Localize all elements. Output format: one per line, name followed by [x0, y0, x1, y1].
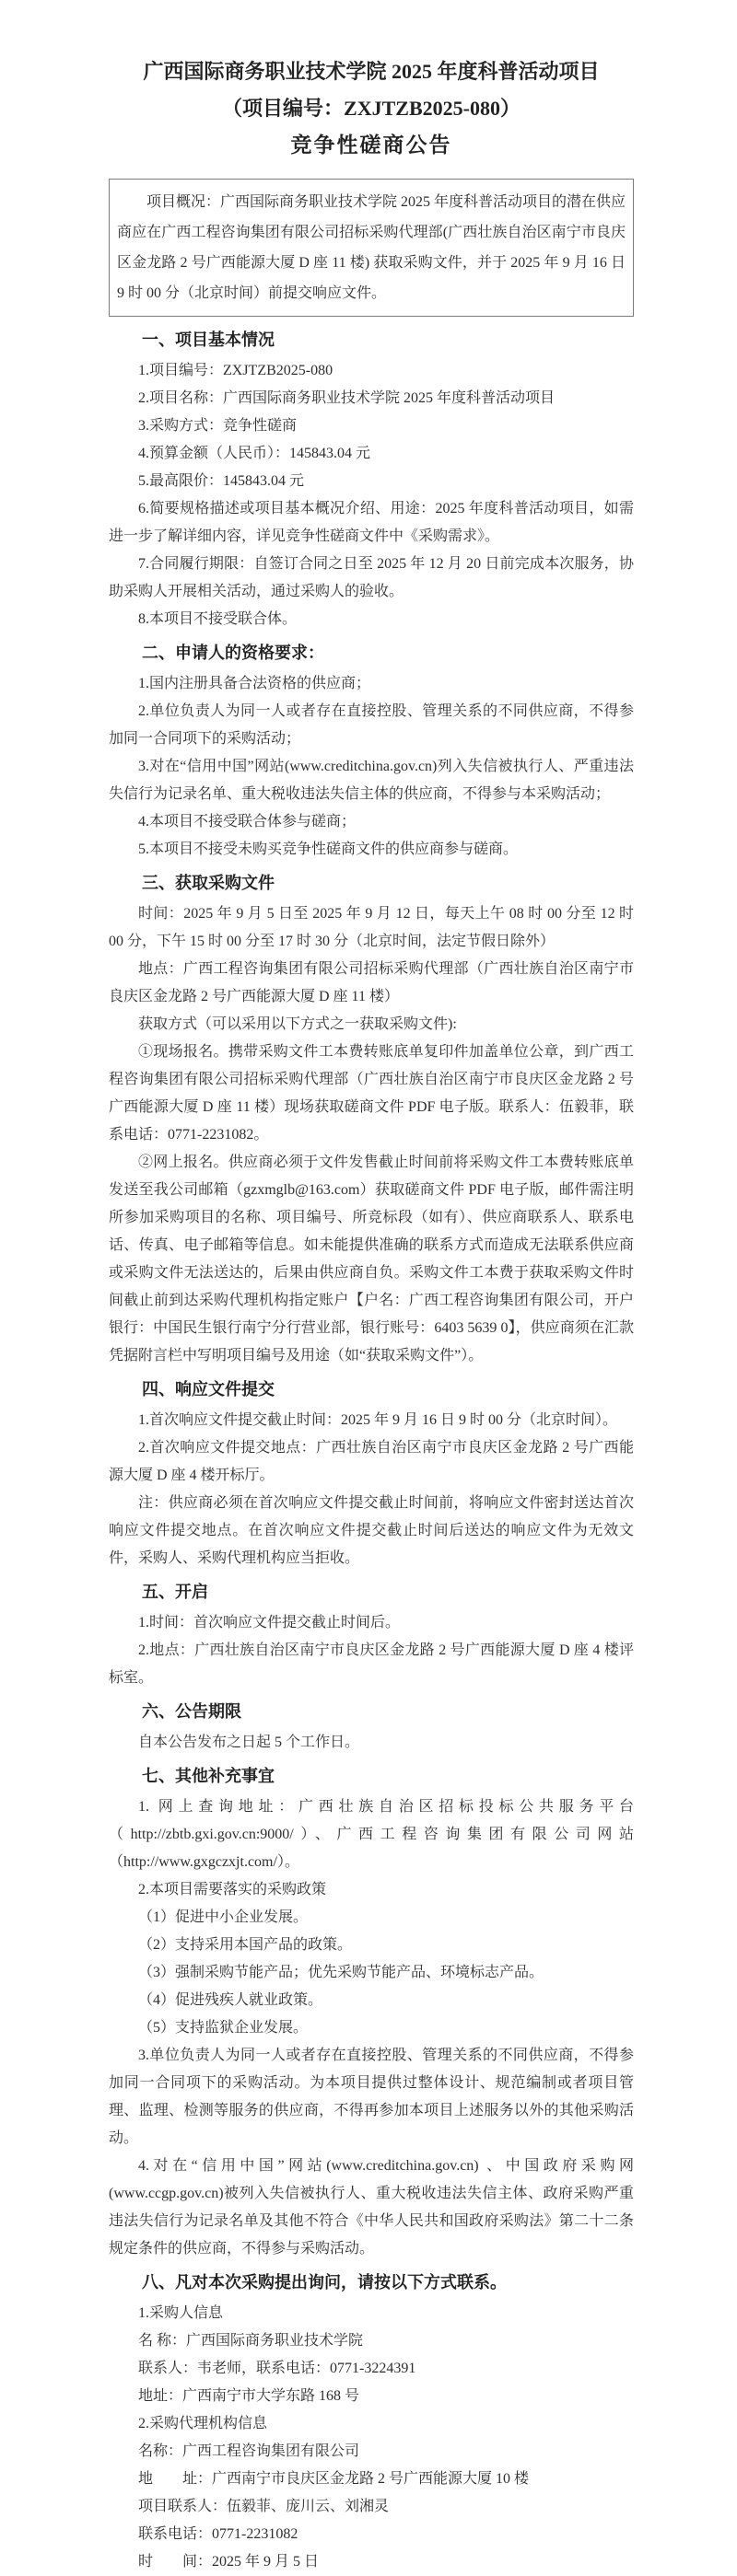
paragraph: 名 称：广西国际商务职业技术学院 — [138, 2333, 364, 2349]
paragraph: 5.本项目不接受未购买竞争性磋商文件的供应商参与磋商。 — [138, 841, 519, 857]
document-title-line-3: 竞争性磋商公告 — [290, 133, 452, 157]
section-heading: 二、申请人的资格要求： — [142, 644, 324, 662]
document-title-line-1: 广西国际商务职业技术学院 2025 年度科普活动项目 — [143, 60, 600, 83]
paragraph: 联系人：韦老师，联系电话：0771-3224391 — [138, 2361, 416, 2376]
paragraph: 地 址：广西南宁市良庆区金龙路 2 号广西能源大厦 10 楼 — [138, 2471, 530, 2487]
document-body — [109, 326, 634, 2576]
paragraph: 地点：广西工程咨询集团有限公司招标采购代理部（广西壮族自治区南宁市良庆区金龙路 2 号广西能源大厦 D 座 11 楼） — [109, 961, 634, 1004]
paragraph: 7.合同履行期限：自签订合同之日至 2025 年 12 月 20 日前完成本次服务，协助采购人开展相关活动，通过采购人的验收。 — [109, 556, 634, 599]
paragraph: 4.对在“信用中国”网站(www.creditchina.gov.cn) 、中国政府采购网(www.ccgp.gov.cn)被列入失信被执行人、重大税收违法失信主体、政府采购严重违法失信行为记录名单及其他不符合《中华人民共和国政府采购法》第二十二条规定条件的供应商，不得参与采购活动。 — [109, 2158, 634, 2257]
section-heading: 一、项目基本情况 — [142, 331, 275, 349]
section-heading: 四、响应文件提交 — [142, 1380, 275, 1398]
paragraph: 3.采购方式：竞争性磋商 — [138, 418, 298, 434]
paragraph: （2）支持采用本国产品的政策。 — [138, 1937, 353, 1953]
section-heading: 七、其他补充事宜 — [142, 1767, 275, 1785]
paragraph: 时 间：2025 年 9 月 5 日 — [138, 2554, 320, 2570]
project-overview-box — [109, 179, 634, 317]
paragraph: 联系电话：0771-2231082 — [138, 2526, 298, 2542]
title-block — [109, 53, 634, 164]
paragraph: 地址：广西南宁市大学东路 168 号 — [138, 2388, 360, 2404]
paragraph: 自本公告发布之日起 5 个工作日。 — [138, 1735, 360, 1750]
paragraph: 6.简要规格描述或项目基本概况介绍、用途：2025 年度科普活动项目，如需进一步了解详细内容，详见竞争性磋商文件中《采购需求》。 — [109, 501, 634, 544]
paragraph: 2.首次响应文件提交地点：广西壮族自治区南宁市良庆区金龙路 2 号广西能源大厦 D 座 4 楼开标厅。 — [109, 1440, 634, 1483]
paragraph: 1.首次响应文件提交截止时间：2025 年 9 月 16 日 9 时 00 分（北京时间）。 — [138, 1412, 618, 1428]
paragraph: ①现场报名。携带采购文件工本费转账底单复印件加盖单位公章，到广西工程咨询集团有限公司招标采购代理部（广西壮族自治区南宁市良庆区金龙路 2 号广西能源大厦 D 座 11 楼）现场获取磋商文件 PDF 电子版。联系人：伍毅菲，联系电话：0771-2231082。 — [109, 1044, 634, 1143]
paragraph: （5）支持监狱企业发展。 — [138, 2020, 309, 2036]
paragraph: 3.单位负责人为同一人或者存在直接控股、管理关系的不同供应商，不得参加同一合同项下的采购活动。为本项目提供过整体设计、规范编制或者项目管理、监理、检测等服务的供应商，不得再参加本项目上述服务以外的其他采购活动。 — [109, 2048, 634, 2146]
paragraph: 4.本项目不接受联合体参与磋商； — [138, 814, 357, 830]
paragraph: 注：供应商必须在首次响应文件提交截止时间前，将响应文件密封送达首次响应文件提交地点。在首次响应文件提交截止时间后送达的响应文件为无效文件，采购人、采购代理机构应当拒收。 — [109, 1495, 634, 1566]
paragraph: 5.最高限价：145843.04 元 — [138, 473, 305, 489]
paragraph: 1.时间：首次响应文件提交截止时间后。 — [138, 1615, 401, 1630]
paragraph: （1）促进中小企业发展。 — [138, 1909, 309, 1925]
document-title-line-2: （项目编号：ZXJTZB2025-080） — [222, 97, 521, 120]
paragraph: 3.对在“信用中国”网站(www.creditchina.gov.cn)列入失信被执行人、严重违法失信行为记录名单、重大税收违法失信主体的供应商，不得参与本采购活动； — [109, 759, 634, 802]
paragraph: 2.采购代理机构信息 — [138, 2416, 268, 2431]
paragraph: 2.本项目需要落实的采购政策 — [138, 1882, 327, 1897]
paragraph: ②网上报名。供应商必须于文件发售截止时间前将采购文件工本费转账底单发送至我公司邮箱（gzxmglb@163.com）获取磋商文件 PDF 电子版，邮件需注明所参加采购项目的名称、项目编号、所竞标段（如有）、供应商联系人、联系电话、传真、电子邮箱等信息。如未能提供准确的联系方式而造成无法联系供应商或采购文件无法送达的，后果由供应商自负。采购文件工本费于获取采购文件时间截止前到达采购代理机构指定账户【户名：广西工程咨询集团有限公司，开户银行：中国民生银行南宁分行营业部，银行账号：6403 5639 0】，供应商须在汇款凭据附言栏中写明项目编号及用途（如“获取采购文件”）。 — [109, 1155, 634, 1363]
paragraph: 2.项目名称：广西国际商务职业技术学院 2025 年度科普活动项目 — [138, 390, 556, 406]
section-heading: 三、获取采购文件 — [142, 874, 275, 892]
paragraph: 4.预算金额（人民币）：145843.04 元 — [138, 446, 371, 461]
paragraph: 8.本项目不接受联合体。 — [138, 611, 298, 627]
paragraph: 名称：广西工程咨询集团有限公司 — [138, 2443, 360, 2459]
paragraph: 2.单位负责人为同一人或者存在直接控股、管理关系的不同供应商，不得参加同一合同项下的采购活动； — [109, 703, 634, 747]
paragraph: 项目联系人：伍毅菲、庞川云、刘湘灵 — [138, 2499, 390, 2514]
paragraph: 1. 网上查询地址：广西壮族自治区招标投标公共服务平台（http://zbtb.gxi.gov.cn:9000/）、广西工程咨询集团有限公司网站（http://www.gxgczxjt.com/）。 — [109, 1799, 634, 1870]
paragraph: 2.地点：广西壮族自治区南宁市良庆区金龙路 2 号广西能源大厦 D 座 4 楼评标室。 — [109, 1642, 634, 1686]
paragraph: 1.国内注册具备合法资格的供应商； — [138, 676, 371, 691]
project-overview-text: 项目概况：广西国际商务职业技术学院 2025 年度科普活动项目的潜在供应商应在广西工程咨询集团有限公司招标采购代理部(广西壮族自治区南宁市良庆区金龙路 2 号广西能源大厦 D 座 11 楼) 获取采购文件，并于 2025 年 9 月 16 日 9 时 00 分（北京时间）前提交响应文件。 — [117, 194, 626, 301]
section-heading: 五、开启 — [142, 1583, 208, 1601]
paragraph: 1.采购人信息 — [138, 2305, 224, 2321]
paragraph: 获取方式（可以采用以下方式之一获取采购文件): — [138, 1016, 457, 1032]
section-heading: 六、公告期限 — [142, 1702, 241, 1721]
paragraph: （4）促进残疾人就业政策。 — [138, 1992, 323, 2008]
section-heading: 八、凡对本次采购提出询问，请按以下方式联系。 — [142, 2273, 507, 2292]
paragraph: 时间：2025 年 9 月 5 日至 2025 年 9 月 12 日，每天上午 08 时 00 分至 12 时 00 分，下午 15 时 00 分至 17 时 30 分（北京时间，法定节假日除外） — [109, 906, 634, 949]
paragraph: （3）强制采购节能产品；优先采购节能产品、环境标志产品。 — [138, 1965, 544, 1980]
paragraph: 1.项目编号：ZXJTZB2025-080 — [138, 363, 333, 378]
